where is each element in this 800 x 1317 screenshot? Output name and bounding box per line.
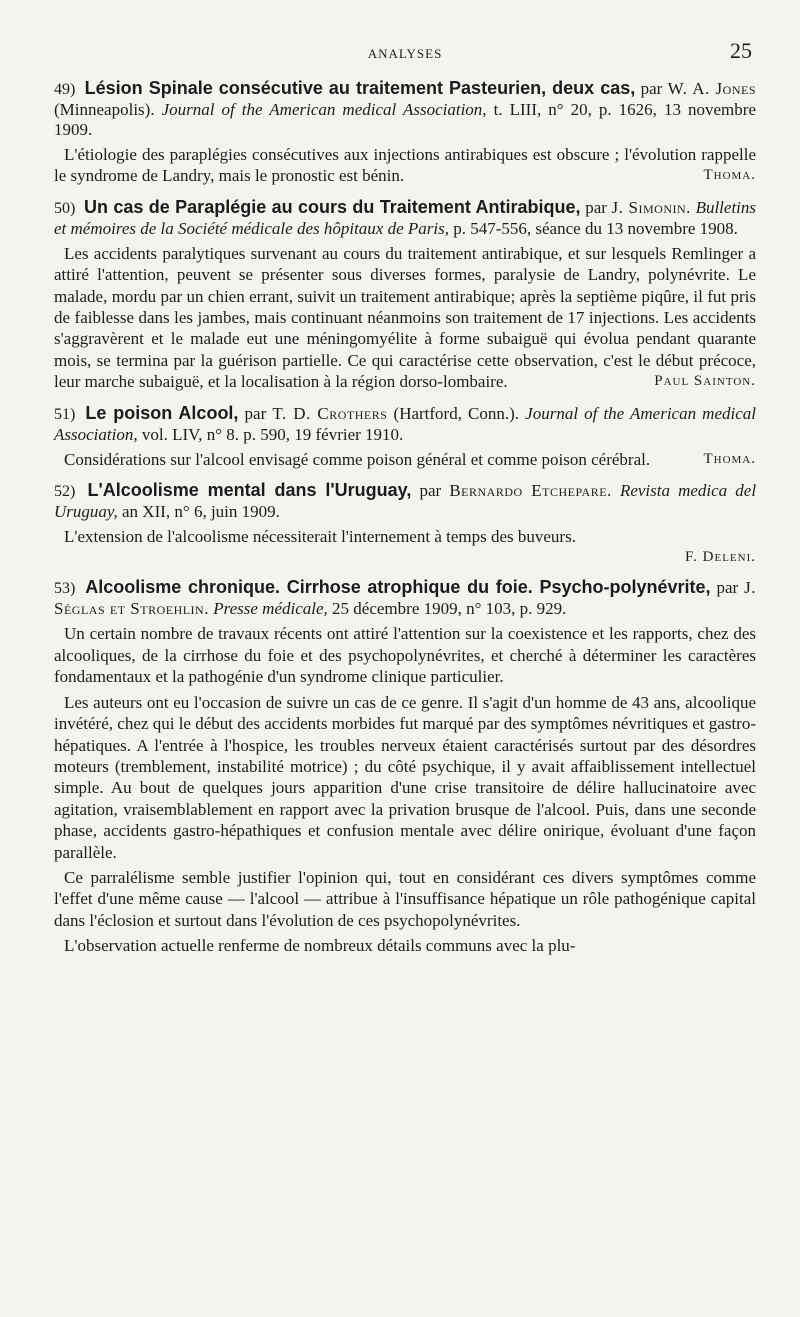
entry-number: 49) bbox=[54, 81, 76, 98]
entry-author: J. Séglas et Stroehlin. bbox=[54, 578, 757, 619]
entry-title: Alcoolisme chronique. Cirrhose atrophique du foie. Psycho-polynévrite, bbox=[85, 577, 711, 598]
entry-author: Bernardo Etchepare. bbox=[449, 481, 612, 501]
entry-par: par bbox=[419, 481, 442, 501]
entry-paragraph bbox=[54, 526, 756, 547]
entry-signature: Thoma. bbox=[703, 167, 756, 184]
entry-number: 53) bbox=[54, 580, 76, 598]
page-header bbox=[54, 38, 756, 68]
entry-author: W. A. Jones bbox=[667, 79, 757, 98]
abstract-entry-49 bbox=[54, 78, 756, 187]
entry-journal: Presse médicale, bbox=[213, 599, 328, 619]
entry-reference: 25 décembre 1909, n° 103, p. 929. bbox=[327, 599, 567, 619]
entry-number: 51) bbox=[54, 405, 76, 423]
entry-heading bbox=[54, 78, 756, 140]
entry-title: Un cas de Paraplégie au cours du Traitement Antirabique, bbox=[83, 196, 581, 217]
page-number: 25 bbox=[730, 38, 752, 63]
entry-title: Lésion Spinale consécutive au traitement Pasteurien, deux cas, bbox=[84, 78, 636, 98]
entry-paragraph: Un certain nombre de travaux récents ont attiré l'attention sur la coexistence et les rapports, chez des alcooliques, de la cirrhose du foie et des psychopolynévrites, et cherché à déterminer les caractères fondamentaux et la pathogénie d'un syndrome clinique particulier. bbox=[54, 624, 756, 687]
paragraph-text: Les accidents paralytiques survenant au cours du traitement antirabique, et sur lesquels Remlinger a attiré l'attention, peuvent se présenter sous diverses formes, paralysie de Landry, polynévrite. Le malade, mordu par un chien errant, suivit un traitement antirabique; après la septième piqûre, il fut pris de faiblesse dans les jambes, mais continuant néanmoins son traitement de 17 injections. Les accidents s'aggravèrent et le malade eut une méningomyélite à forme subaiguë qui évolua pendant quarante mois, se termina par la guérison partielle. Ce qui caractérise cette observation, c'est le début précoce, leur marche subaiguë, et la localisation à la région dorso-lombaire. bbox=[54, 243, 756, 392]
entry-heading bbox=[54, 403, 756, 445]
entry-affiliation: (Hartford, Conn.). bbox=[387, 403, 526, 423]
entry-par: par bbox=[585, 197, 607, 217]
entry-paragraph: L'observation actuelle renferme de nombreux détails communs avec la plu- bbox=[64, 936, 576, 956]
abstract-entry-52 bbox=[54, 480, 756, 567]
entry-journal: Revista medica del Uruguay, bbox=[54, 481, 757, 522]
paragraph-text: L'extension de l'alcoolisme nécessiterait l'internement à temps des buveurs. bbox=[64, 527, 576, 547]
abstract-entry-53 bbox=[54, 577, 756, 956]
entry-number: 50) bbox=[54, 199, 76, 217]
entry-heading bbox=[54, 197, 756, 239]
entry-paragraph: Ce parralélisme semble justifier l'opinion qui, tout en considérant ces divers symptômes comme l'effet d'une même cause — l'alcool — attribue à l'insuffisance hépatique un rôle pathogénique capital dans l'éclosion et surtout dans l'évolution de ces psychopolynévrites. bbox=[54, 867, 756, 930]
entry-heading bbox=[54, 480, 756, 522]
entry-journal: Journal of the American medical Association, bbox=[54, 403, 756, 444]
entry-journal: Bulletins et mémoires de la Société médicale des hôpitaux de Paris, bbox=[54, 197, 757, 238]
entry-heading bbox=[54, 577, 756, 619]
abstract-entry-50 bbox=[54, 197, 756, 393]
entry-affiliation: (Minneapolis). bbox=[54, 100, 162, 119]
entry-author: T. D. Crothers bbox=[272, 403, 388, 423]
entry-par: par bbox=[716, 578, 739, 598]
entry-signature: Paul Sainton. bbox=[654, 373, 756, 390]
entry-journal: Journal of the American medical Association, bbox=[161, 100, 487, 119]
entry-affiliation bbox=[612, 481, 620, 500]
entry-signature: F. Deleni. bbox=[685, 549, 756, 566]
entry-paragraph bbox=[54, 449, 756, 470]
entry-author: J. Simonin. bbox=[611, 197, 691, 217]
entry-par: par bbox=[640, 79, 663, 98]
entry-par: par bbox=[244, 403, 267, 423]
entry-reference: t. LIII, n° 20, p. 1626, 13 novembre 1909. bbox=[54, 100, 756, 139]
entry-reference: an XII, n° 6, juin 1909. bbox=[117, 502, 280, 522]
entry-number: 52) bbox=[54, 483, 76, 501]
entry-reference: p. 547-556, séance du 13 novembre 1908. bbox=[448, 218, 738, 238]
entry-title: L'Alcoolisme mental dans l'Uruguay, bbox=[87, 480, 412, 501]
entry-paragraph bbox=[54, 144, 756, 187]
running-title: ANALYSES bbox=[367, 46, 443, 61]
abstract-entry-51 bbox=[54, 403, 756, 470]
entry-paragraph: Les auteurs ont eu l'occasion de suivre un cas de ce genre. Il s'agit d'un homme de 43 ans, alcoolique invétéré, chez qui le début des accidents morbides fut marqué par des symptômes névritiques et gastro-hépatiques. A l'entrée à l'hospice, les troubles nerveux étaient caractérisés surtout par des désordres moteurs (tremblement, instabilité motrice) ; du côté psychique, il y avait affaiblissement intellectuel simple. Au bout de quelques jours apparition d'une crise transitoire de délire hallucinatoire avec agitation, vraisemblablement en rapport avec la privation brusque de l'alcool. Puis, dans une seconde phase, accidents gastro-hépathiques et confusion mentale avec délire onirique, évoluant d'une façon parallèle. bbox=[54, 692, 756, 862]
entry-signature: Thoma. bbox=[703, 450, 756, 467]
entry-paragraph bbox=[54, 243, 756, 393]
paragraph-text: L'étiologie des paraplégies consécutives aux injections antirabiques est obscure ; l'évolution rappelle le syndrome de Landry, mais le pronostic est bénin. bbox=[54, 145, 756, 186]
entry-title: Le poison Alcool, bbox=[85, 402, 239, 423]
paragraph-text: Considérations sur l'alcool envisagé comme poison général et comme poison cérébral. bbox=[64, 449, 651, 469]
entry-reference: vol. LIV, n° 8. p. 590, 19 février 1910. bbox=[137, 424, 404, 444]
